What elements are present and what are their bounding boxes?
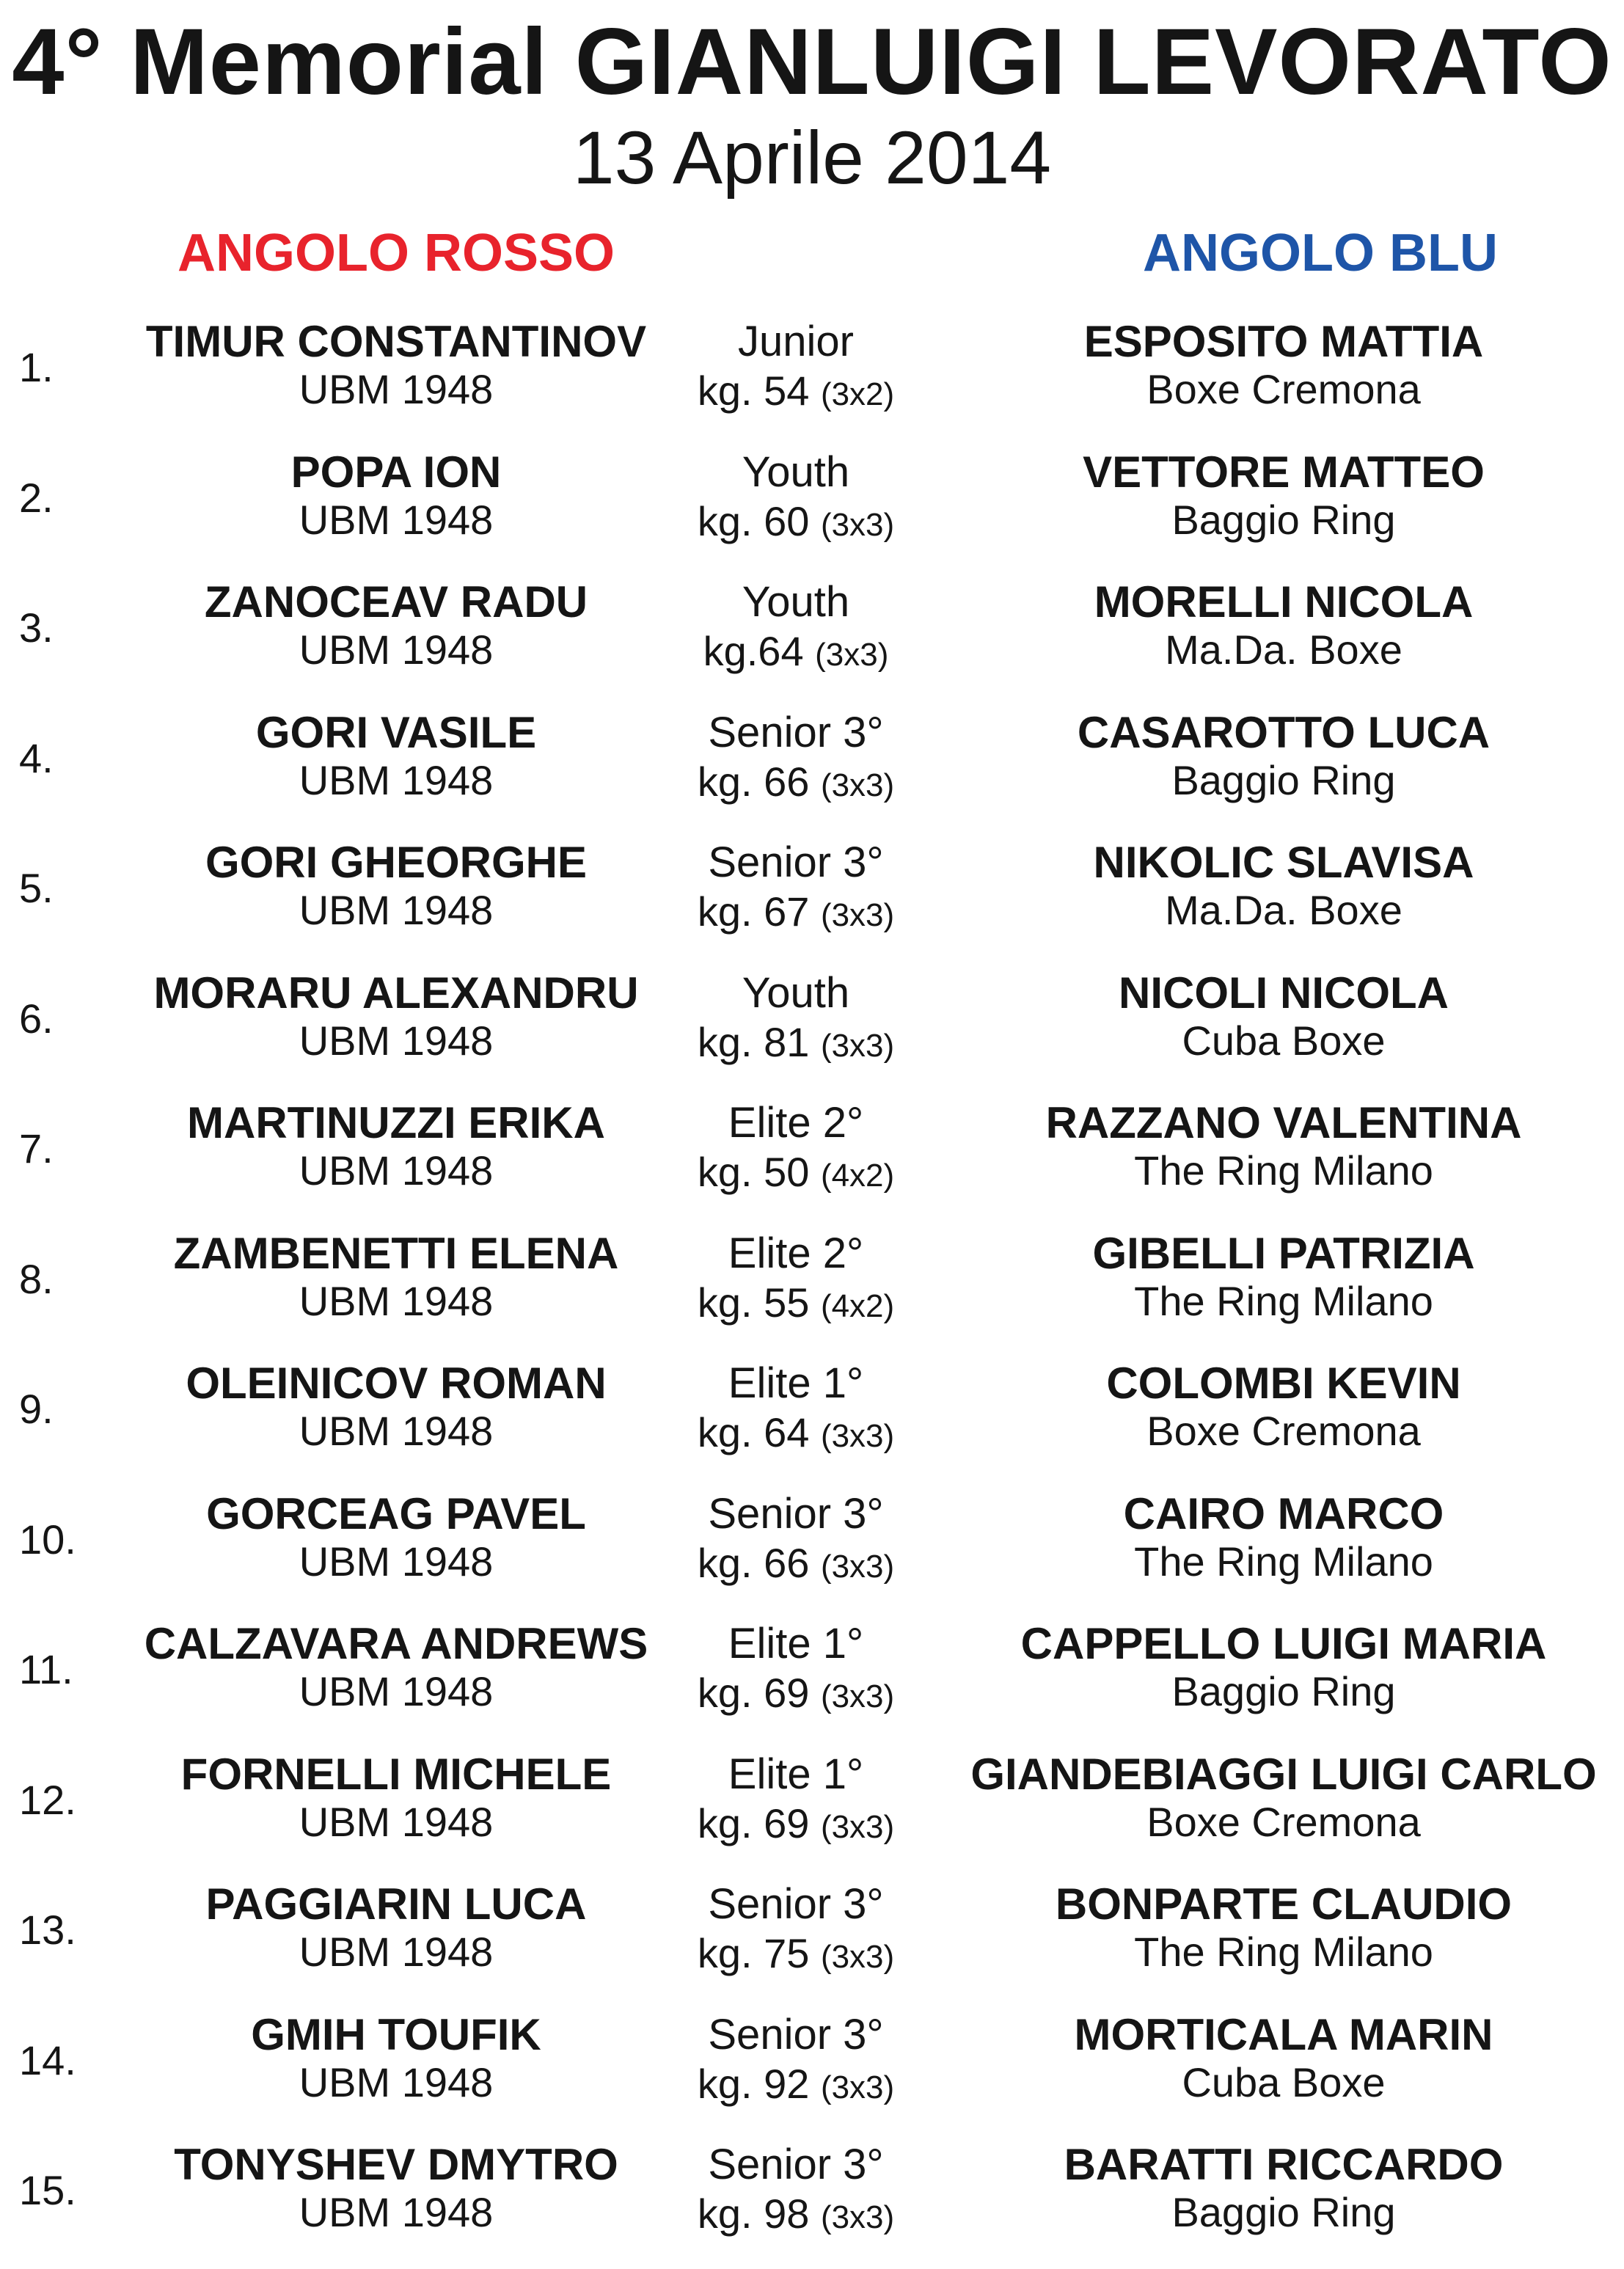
red-boxer-name: TIMUR CONSTANTINOV — [145, 317, 647, 366]
red-boxer-club: UBM 1948 — [299, 1017, 494, 1064]
bout-weight: kg. 92 — [697, 2060, 810, 2107]
blue-boxer-name: ESPOSITO MATTIA — [1083, 317, 1484, 366]
red-boxer-club: UBM 1948 — [299, 2189, 494, 2235]
bout-weight: kg. 64 — [697, 1409, 810, 1455]
red-boxer-club: UBM 1948 — [299, 1798, 494, 1845]
bout-rounds: (3x2) — [820, 376, 895, 412]
blue-boxer-club: Cuba Boxe — [1182, 2058, 1386, 2105]
blue-boxer-club: Baggio Ring — [1171, 1668, 1396, 1714]
bout-rounds: (3x3) — [820, 1808, 895, 1845]
red-boxer-club: UBM 1948 — [299, 496, 494, 543]
blue-boxer-club: Boxe Cremona — [1146, 1798, 1421, 1845]
bout-list — [0, 315, 1624, 2269]
red-boxer-name: OLEINICOV ROMAN — [186, 1359, 607, 1408]
bout-weight: kg. 69 — [697, 1670, 810, 1716]
blue-boxer-name: CAIRO MARCO — [1123, 1488, 1444, 1538]
blue-boxer-name: CAPPELLO LUIGI MARIA — [1020, 1619, 1547, 1668]
blue-boxer-name: VETTORE MATTEO — [1083, 447, 1485, 497]
bout-rounds: (3x3) — [820, 767, 895, 803]
red-boxer-name: MARTINUZZI ERIKA — [187, 1098, 605, 1147]
red-boxer-name: TONYSHEV DMYTRO — [174, 2140, 618, 2189]
red-boxer-name: FORNELLI MICHELE — [180, 1749, 612, 1799]
bout-weight: kg. 98 — [697, 2191, 810, 2237]
bout-number: 5. — [19, 865, 54, 911]
red-boxer-name: GORI GHEORGHE — [205, 838, 588, 887]
bout-rounds: (3x3) — [820, 2199, 895, 2235]
bout-weight: kg. 66 — [697, 758, 810, 805]
blue-boxer-name: MORELLI NICOLA — [1094, 577, 1474, 626]
red-boxer-club: UBM 1948 — [299, 756, 494, 803]
bout-weight-line — [660, 2188, 932, 2243]
red-boxer-club: UBM 1948 — [299, 626, 494, 673]
blue-boxer-name: NIKOLIC SLAVISA — [1093, 838, 1474, 887]
bout-category: Junior — [738, 318, 854, 365]
bout-category: Elite 2° — [728, 1229, 864, 1277]
bout-rounds: (3x3) — [820, 1678, 895, 1714]
bout-weight-line — [660, 1798, 932, 1853]
blue-boxer-name: NICOLI NICOLA — [1119, 968, 1449, 1017]
red-boxer-name: GORCEAG PAVEL — [206, 1488, 586, 1538]
bout-number: 12. — [19, 1776, 76, 1823]
bout-weight: kg. 60 — [697, 497, 810, 544]
red-boxer-name: ZANOCEAV RADU — [204, 577, 588, 626]
blue-boxer-club: The Ring Milano — [1134, 1929, 1433, 1975]
bout-rounds: (3x3) — [820, 1548, 895, 1585]
red-boxer-name: ZAMBENETTI ELENA — [173, 1228, 619, 1278]
bout-number: 4. — [19, 734, 54, 781]
bout-category: Youth — [742, 968, 850, 1017]
page-title: 4° Memorial GIANLUIGI LEVORATO — [12, 10, 1612, 114]
bout-weight: kg. 69 — [697, 1800, 810, 1846]
bout-weight: kg. 67 — [697, 888, 810, 935]
bout-category: Senior 3° — [708, 2010, 884, 2058]
bout-number: 1. — [19, 344, 54, 390]
bout-row — [0, 1618, 1624, 1748]
red-corner-heading: ANGOLO ROSSO — [177, 224, 615, 282]
red-boxer-name: PAGGIARIN LUCA — [205, 1879, 587, 1929]
bout-category: Elite 1° — [728, 1359, 864, 1407]
blue-boxer-club: Baggio Ring — [1171, 496, 1396, 543]
bout-rounds: (3x3) — [820, 1027, 895, 1064]
bout-weight: kg.64 — [703, 628, 804, 674]
bout-row — [0, 1878, 1624, 2009]
bout-weight-line — [660, 2058, 932, 2113]
bout-category: Senior 3° — [708, 838, 884, 886]
bout-number: 6. — [19, 995, 54, 1042]
bout-weight-line — [660, 496, 932, 551]
blue-boxer-club: Baggio Ring — [1171, 756, 1396, 803]
bout-weight-line — [660, 886, 932, 941]
red-boxer-club: UBM 1948 — [299, 1668, 494, 1714]
bout-weight: kg. 81 — [697, 1018, 810, 1065]
bout-weight-line — [660, 365, 932, 420]
bout-row — [0, 1748, 1624, 1879]
bout-weight-line — [660, 1538, 932, 1593]
bout-row — [0, 836, 1624, 967]
blue-boxer-club: Ma.Da. Boxe — [1165, 887, 1402, 933]
bout-row — [0, 1097, 1624, 1227]
bout-weight-line — [660, 756, 932, 811]
bout-row — [0, 1357, 1624, 1488]
bout-row — [0, 1227, 1624, 1358]
red-boxer-club: UBM 1948 — [299, 1929, 494, 1975]
bout-rounds: (3x3) — [820, 506, 895, 543]
bout-weight: kg. 75 — [697, 1930, 810, 1976]
red-boxer-club: UBM 1948 — [299, 1538, 494, 1585]
bout-number: 10. — [19, 1516, 76, 1563]
bout-weight-line — [660, 1277, 932, 1332]
bout-number: 8. — [19, 1255, 54, 1302]
bout-number: 15. — [19, 2167, 76, 2213]
blue-boxer-name: MORTICALA MARIN — [1074, 2009, 1493, 2059]
bout-weight: kg. 54 — [697, 368, 810, 414]
blue-boxer-name: CASAROTTO LUCA — [1077, 707, 1491, 757]
blue-corner-heading: ANGOLO BLU — [1143, 224, 1498, 282]
blue-boxer-name: GIBELLI PATRIZIA — [1092, 1228, 1475, 1278]
bout-category: Elite 1° — [728, 1620, 864, 1667]
bout-rounds: (3x3) — [820, 897, 895, 933]
bout-row — [0, 1488, 1624, 1618]
red-boxer-name: MORARU ALEXANDRU — [153, 968, 639, 1017]
bout-weight: kg. 66 — [697, 1539, 810, 1586]
bout-category: Senior 3° — [708, 1489, 884, 1538]
red-boxer-club: UBM 1948 — [299, 1277, 494, 1324]
blue-boxer-club: Boxe Cremona — [1146, 366, 1421, 412]
red-boxer-name: POPA ION — [290, 447, 502, 497]
bout-category: Elite 1° — [728, 1750, 864, 1798]
blue-boxer-name: BARATTI RICCARDO — [1064, 2140, 1504, 2189]
bout-category: Senior 3° — [708, 2141, 884, 2188]
bout-category: Senior 3° — [708, 708, 884, 756]
bout-category: Youth — [742, 578, 850, 626]
bout-rounds: (4x2) — [820, 1287, 895, 1324]
bout-row — [0, 576, 1624, 706]
bout-rounds: (3x3) — [815, 637, 889, 673]
red-boxer-name: GMIH TOUFIK — [251, 2009, 541, 2059]
blue-boxer-name: COLOMBI KEVIN — [1106, 1359, 1461, 1408]
blue-boxer-name: GIANDEBIAGGI LUIGI CARLO — [970, 1749, 1597, 1799]
bout-weight: kg. 50 — [697, 1149, 810, 1195]
bout-rounds: (4x2) — [820, 1158, 895, 1194]
red-boxer-club: UBM 1948 — [299, 366, 494, 412]
bout-number: 11. — [19, 1646, 73, 1692]
bout-number: 3. — [19, 604, 54, 651]
bout-rounds: (3x3) — [820, 1939, 895, 1975]
bout-row — [0, 315, 1624, 446]
bout-number: 7. — [19, 1125, 54, 1172]
bout-weight-line — [660, 1667, 932, 1722]
bout-weight: kg. 55 — [697, 1279, 810, 1326]
bout-row — [0, 2138, 1624, 2269]
bout-row — [0, 967, 1624, 1097]
red-boxer-club: UBM 1948 — [299, 1147, 494, 1194]
bout-number: 14. — [19, 2036, 76, 2083]
blue-boxer-club: Ma.Da. Boxe — [1165, 626, 1402, 673]
blue-boxer-club: The Ring Milano — [1134, 1538, 1433, 1585]
blue-boxer-club: The Ring Milano — [1134, 1147, 1433, 1194]
bout-weight-line — [660, 1147, 932, 1202]
bout-row — [0, 446, 1624, 577]
bout-number: 2. — [19, 474, 54, 521]
bout-row — [0, 706, 1624, 837]
bout-category: Elite 2° — [728, 1099, 864, 1147]
bout-weight-line — [660, 1928, 932, 1983]
blue-boxer-club: Cuba Boxe — [1182, 1017, 1386, 1064]
blue-boxer-name: RAZZANO VALENTINA — [1045, 1098, 1522, 1147]
bout-number: 13. — [19, 1907, 76, 1953]
bout-weight-line — [660, 1407, 932, 1462]
blue-boxer-club: The Ring Milano — [1134, 1277, 1433, 1324]
blue-boxer-club: Baggio Ring — [1171, 2189, 1396, 2235]
bout-rounds: (3x3) — [820, 2069, 895, 2105]
red-boxer-name: GORI VASILE — [255, 707, 537, 757]
bout-weight-line — [660, 626, 932, 681]
red-boxer-club: UBM 1948 — [299, 1408, 494, 1454]
bout-weight-line — [660, 1017, 932, 1072]
blue-boxer-name: BONPARTE CLAUDIO — [1055, 1879, 1513, 1929]
bout-category: Senior 3° — [708, 1880, 884, 1928]
red-boxer-club: UBM 1948 — [299, 2058, 494, 2105]
event-date: 13 Aprile 2014 — [572, 116, 1052, 200]
red-boxer-name: CALZAVARA ANDREWS — [144, 1619, 648, 1668]
bout-rounds: (3x3) — [820, 1418, 895, 1454]
bout-row — [0, 2009, 1624, 2139]
blue-boxer-club: Boxe Cremona — [1146, 1408, 1421, 1454]
red-boxer-club: UBM 1948 — [299, 887, 494, 933]
bout-category: Youth — [742, 447, 850, 496]
bout-number: 9. — [19, 1386, 54, 1432]
